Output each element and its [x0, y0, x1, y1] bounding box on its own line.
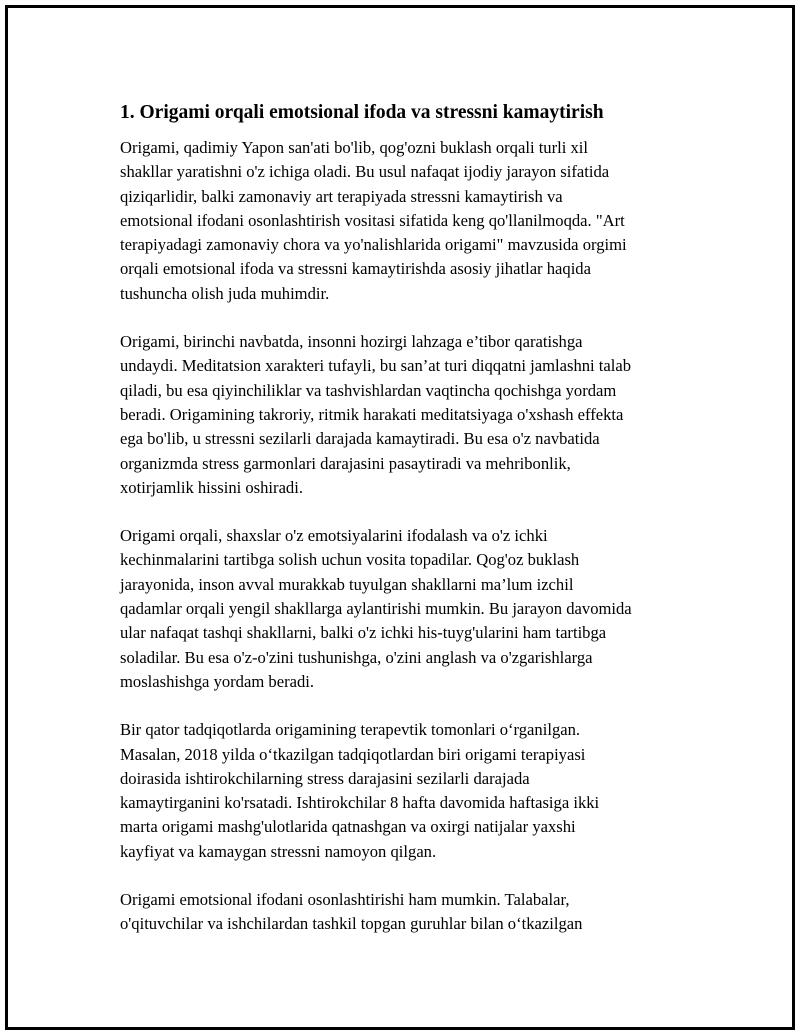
text-line: o'qituvchilar va ishchilardan tashkil topgan guruhlar bilan o‘tkazilgan [120, 914, 583, 934]
text-line: kayfiyat va kamaygan stressni namoyon qilgan. [120, 841, 437, 861]
text-line: doirasida ishtirokchilarning stress darajasini sezilarli darajada [120, 768, 530, 788]
text-line: beradi. Origamining takroriy, ritmik harakati meditatsiyaga o'xshash effekta [120, 404, 624, 424]
text-line: shakllar yaratishni o'z ichiga oladi. Bu usul nafaqat ijodiy jarayon sifatida [120, 162, 610, 182]
text-line: jarayonida, inson avval murakkab tuyulgan shakllarni ma’lum izchil [120, 574, 574, 594]
paragraph-5 [120, 888, 700, 937]
text-line: organizmda stress garmonlari darajasini pasaytiradi va mehribonlik, [120, 453, 571, 473]
text-line: ular nafaqat tashqi shakllarni, balki o'z ichki his-tuyg'ularini ham tartibga [120, 623, 607, 643]
text-line: qadamlar orqali yengil shakllarga aylantirishi mumkin. Bu jarayon davomida [120, 599, 632, 619]
text-line: Origami, birinchi navbatda, insonni hozirgi lahzaga e’tibor qaratishga [120, 332, 583, 352]
text-line: qiladi, bu esa qiyinchiliklar va tashvishlardan vaqtincha qochishga yordam [120, 380, 617, 400]
text-line: terapiyadagi zamonaviy chora va yo'nalishlarida origami" mavzusida orgimi [120, 235, 627, 255]
text-line: Bir qator tadqiqotlarda origamining terapevtik tomonlari o‘rganilgan. [120, 720, 581, 740]
paragraph-1 [120, 136, 700, 306]
document-body [120, 100, 700, 961]
paragraph-2 [120, 330, 700, 500]
paragraph-4 [120, 718, 700, 864]
text-line: emotsional ifodani osonlashtirish vositasi sifatida keng qo'llanilmoqda. "Art [120, 210, 625, 230]
text-line: orqali emotsional ifoda va stressni kamaytirishda asosiy jihatlar haqida [120, 259, 591, 279]
text-line: undaydi. Meditatsion xarakteri tufayli, bu san’at turi diqqatni jamlashni talab [120, 356, 632, 376]
paragraph-3 [120, 524, 700, 694]
text-line: xotirjamlik hissini oshiradi. [120, 477, 303, 497]
text-line: qiziqarlidir, balki zamonaviy art terapiyada stressni kamaytirish va [120, 186, 563, 206]
text-line: kamaytirganini ko'rsatadi. Ishtirokchilar 8 hafta davomida haftasiga ikki [120, 793, 600, 813]
text-line: Origami emotsional ifodani osonlashtirishi ham mumkin. Talabalar, [120, 890, 570, 910]
text-line: marta origami mashg'ulotlarida qatnashgan va oxirgi natijalar yaxshi [120, 817, 576, 837]
text-line: ega bo'lib, u stressni sezilarli darajada kamaytiradi. Bu esa o'z navbatida [120, 429, 600, 449]
text-line: kechinmalarini tartibga solish uchun vosita topadilar. Qog'oz buklash [120, 550, 580, 570]
page-frame [5, 5, 795, 1030]
text-line: moslashishga yordam beradi. [120, 671, 315, 691]
section-heading: 1. Origami orqali emotsional ifoda va stressni kamaytirish [120, 102, 604, 123]
text-line: Origami, qadimiy Yapon san'ati bo'lib, qog'ozni buklash orqali turli xil [120, 138, 589, 157]
text-line: Masalan, 2018 yilda o‘tkazilgan tadqiqotlardan biri origami terapiyasi [120, 744, 586, 764]
text-line: soladilar. Bu esa o'z-o'zini tushunishga, o'zini anglash va o'zgarishlarga [120, 647, 593, 667]
text-line: tushuncha olish juda muhimdir. [120, 283, 330, 303]
text-line: Origami orqali, shaxslar o'z emotsiyalarini ifodalash va o'z ichki [120, 526, 548, 546]
